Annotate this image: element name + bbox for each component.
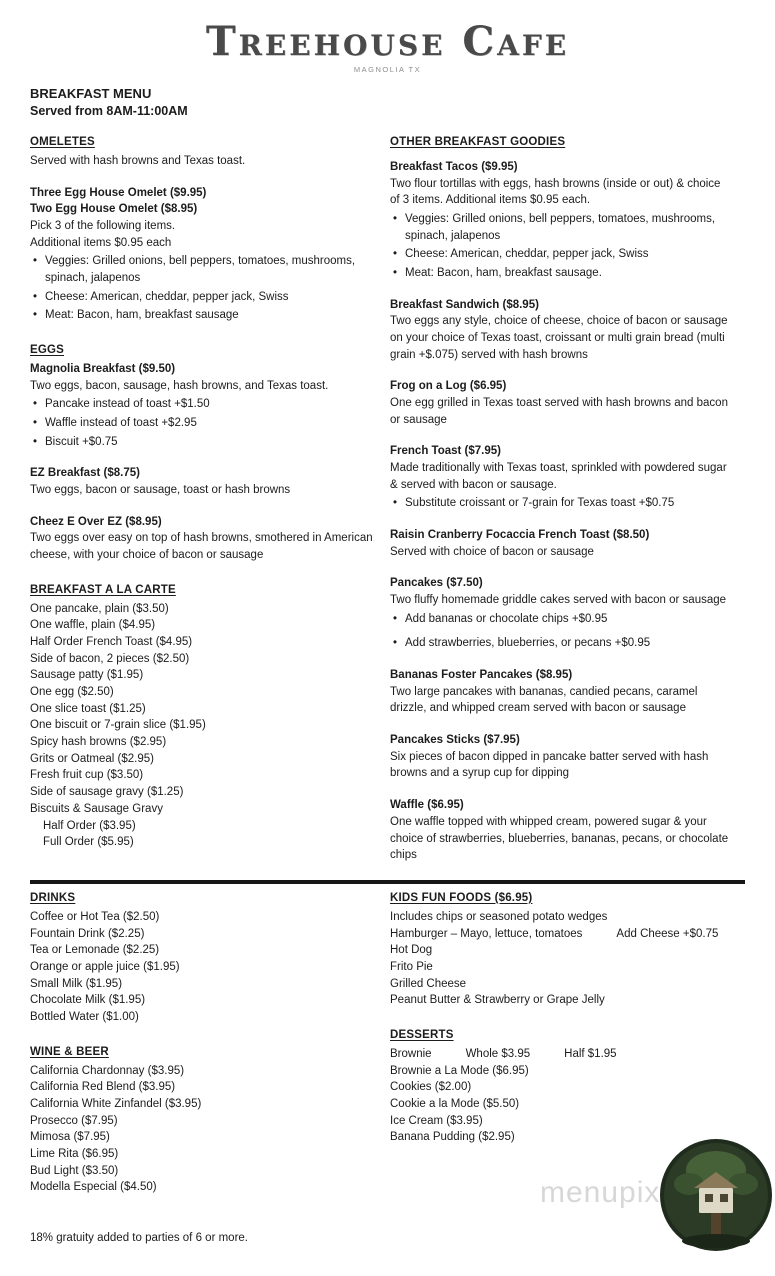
menu-option: • Meat: Bacon, ham, breakfast sausage. xyxy=(390,265,733,282)
menu-option: • Pancake instead of toast +$1.50 xyxy=(30,396,378,413)
menu-line-part: Add Cheese +$0.75 xyxy=(616,927,719,940)
section-title: EGGS xyxy=(30,344,65,357)
menu-line: Two large pancakes with bananas, candied pecans, caramel drizzle, and whipped cream served with bacon or sausage xyxy=(390,685,698,715)
menu-line: Two eggs, bacon, sausage, hash browns, and Texas toast. xyxy=(30,379,329,392)
menu-line: Hot Dog xyxy=(390,944,433,957)
menu-line: Side of sausage gravy ($1.25) xyxy=(30,786,184,799)
menu-item-name: Frog on a Log ($6.95) xyxy=(390,380,507,393)
menu-line: Lime Rita ($6.95) xyxy=(30,1147,119,1160)
menu-option: • Waffle instead of toast +$2.95 xyxy=(30,415,378,432)
column-top-left xyxy=(30,136,390,864)
menu-line: Mimosa ($7.95) xyxy=(30,1131,110,1144)
menu-line-part: Half $1.95 xyxy=(564,1047,617,1060)
menu-line: Two flour tortillas with eggs, hash browns (inside or out) & choice of 3 items. Additional items $0.95 each. xyxy=(390,177,721,207)
menu-line: Half Order French Toast ($4.95) xyxy=(30,636,193,649)
spacer xyxy=(390,363,733,378)
section-title: OMELETES xyxy=(30,136,95,148)
top-menu-grid xyxy=(0,136,775,864)
menu-line-part: Hamburger – Mayo, lettuce, tomatoes xyxy=(390,927,583,940)
menu-line: One slice toast ($1.25) xyxy=(30,702,146,715)
menu-line: Coffee or Hot Tea ($2.50) xyxy=(30,910,160,923)
menu-section xyxy=(30,344,378,564)
menu-item-name: Magnolia Breakfast ($9.50) xyxy=(30,363,176,376)
menu-line: Fresh fruit cup ($3.50) xyxy=(30,769,144,782)
restaurant-logo: Treehouse Cafe xyxy=(205,18,570,65)
menu-option: • Cheese: American, cheddar, pepper jack, Swiss xyxy=(30,289,378,306)
menu-option: • Biscuit +$0.75 xyxy=(30,434,378,451)
menu-item-name: Three Egg House Omelet ($9.95) xyxy=(30,186,207,199)
menu-section xyxy=(30,892,378,1026)
menu-line: Small Milk ($1.95) xyxy=(30,977,123,990)
menu-item-name: Breakfast Sandwich ($8.95) xyxy=(390,298,539,311)
section-title: DESSERTS xyxy=(390,1028,454,1041)
menu-item-name: EZ Breakfast ($8.75) xyxy=(30,467,140,480)
menu-item-name: Waffle ($6.95) xyxy=(390,799,464,812)
menu-line: One egg grilled in Texas toast served with hash browns and bacon or sausage xyxy=(390,397,728,426)
menu-line: California White Zinfandel ($3.95) xyxy=(30,1097,202,1110)
spacer xyxy=(30,450,378,465)
menu-option: • Substitute croissant or 7-grain for Texas toast +$0.75 xyxy=(390,495,733,512)
menu-item-name: Breakfast Tacos ($9.95) xyxy=(390,161,518,173)
menu-title: BREAKFAST MENU xyxy=(30,86,152,101)
section-title: DRINKS xyxy=(30,891,76,904)
menu-line-split xyxy=(390,926,733,943)
menu-hours: Served from 8AM-11:00AM xyxy=(30,104,188,118)
restaurant-header xyxy=(0,0,775,74)
spacer xyxy=(390,782,733,797)
menu-line: Bud Light ($3.50) xyxy=(30,1164,119,1177)
menu-item-name: Pancakes Sticks ($7.95) xyxy=(390,734,520,747)
section-title: WINE & BEER xyxy=(30,1045,109,1058)
column-bottom-left xyxy=(30,892,390,1196)
spacer xyxy=(30,499,378,514)
menu-section xyxy=(30,136,378,324)
menu-line: Biscuits & Sausage Gravy xyxy=(30,802,163,815)
spacer xyxy=(390,282,733,297)
menu-line: Prosecco ($7.95) xyxy=(30,1114,118,1127)
menu-section xyxy=(390,1029,733,1146)
menu-line: Six pieces of bacon dipped in pancake batter served with hash browns and a syrup cup for dipping xyxy=(390,750,709,780)
spacer xyxy=(390,717,733,732)
menu-line: Includes chips or seasoned potato wedges xyxy=(390,910,608,923)
menu-line: Spicy hash browns ($2.95) xyxy=(30,736,167,749)
menu-line: Bottled Water ($1.00) xyxy=(30,1010,139,1023)
menu-line: Sausage patty ($1.95) xyxy=(30,669,144,682)
menu-item-name: French Toast ($7.95) xyxy=(390,445,501,458)
column-top-right xyxy=(390,136,745,864)
menu-option: • Veggies: Grilled onions, bell peppers, tomatoes, mushrooms, spinach, jalapenos xyxy=(30,253,378,286)
section-title: KIDS FUN FOODS ($6.95) xyxy=(390,891,533,904)
menu-line: Two fluffy homemade griddle cakes served with bacon or sausage xyxy=(390,594,727,607)
spacer xyxy=(390,652,733,667)
menu-line: Cookie a la Mode ($5.50) xyxy=(390,1097,520,1110)
menu-line: Side of bacon, 2 pieces ($2.50) xyxy=(30,652,190,665)
menu-line: Fountain Drink ($2.25) xyxy=(30,927,145,940)
menu-option: • Veggies: Grilled onions, bell peppers, tomatoes, mushrooms, spinach, jalapenos xyxy=(390,211,733,244)
treehouse-logo-icon xyxy=(659,1138,773,1252)
menu-line: Banana Pudding ($2.95) xyxy=(390,1131,515,1144)
menu-option: • Add strawberries, blueberries, or pecans +$0.95 xyxy=(390,635,733,652)
menu-item-name: Raisin Cranberry Focaccia French Toast ($8.50) xyxy=(390,529,650,542)
section-title: BREAKFAST A LA CARTE xyxy=(30,583,176,596)
menu-line: Two eggs any style, choice of cheese, choice of bacon or sausage on your choice of Texas toast, croissant or multi grain bread (multi grain +$.075) served with hash browns xyxy=(390,315,728,361)
spacer xyxy=(30,170,378,185)
spacer xyxy=(390,627,733,633)
menu-line: Brownie a La Mode ($6.95) xyxy=(390,1064,529,1077)
menu-line-part: Whole $3.95 xyxy=(465,1047,531,1060)
menu-item-name: Two Egg House Omelet ($8.95) xyxy=(30,203,198,216)
restaurant-location: MAGNOLIA TX xyxy=(353,65,422,74)
menu-line: Tea or Lemonade ($2.25) xyxy=(30,944,160,957)
spacer xyxy=(390,560,733,575)
menu-line: Modella Especial ($4.50) xyxy=(30,1181,157,1194)
menu-line-split xyxy=(390,1046,733,1063)
menu-line: Ice Cream ($3.95) xyxy=(390,1114,483,1127)
menu-line: Served with choice of bacon or sausage xyxy=(390,545,594,558)
menu-line: Pick 3 of the following items. xyxy=(30,220,176,233)
menu-section xyxy=(390,136,733,864)
menu-subline: Half Order ($3.95) xyxy=(43,819,136,832)
section-title: OTHER BREAKFAST GOODIES xyxy=(390,136,566,148)
section-divider xyxy=(30,880,745,884)
menu-section xyxy=(30,584,378,851)
menu-line: One pancake, plain ($3.50) xyxy=(30,602,169,615)
menu-option: • Cheese: American, cheddar, pepper jack, Swiss xyxy=(390,246,733,263)
spacer xyxy=(390,512,733,527)
menu-section xyxy=(390,892,733,1009)
menu-item-name: Cheez E Over EZ ($8.95) xyxy=(30,515,162,528)
menu-subline: Full Order ($5.95) xyxy=(43,836,134,849)
menu-header xyxy=(0,74,775,118)
menu-line: Two eggs over easy on top of hash browns, smothered in American cheese, with your choice of bacon or sausage xyxy=(30,532,373,562)
menu-line: Orange or apple juice ($1.95) xyxy=(30,960,180,973)
menu-item-name: Pancakes ($7.50) xyxy=(390,577,483,590)
gratuity-note: 18% gratuity added to parties of 6 or more. xyxy=(30,1232,248,1244)
menu-line: California Red Blend ($3.95) xyxy=(30,1081,176,1094)
menu-line: Made traditionally with Texas toast, sprinkled with powdered sugar & served with bacon or sausage. xyxy=(390,462,727,491)
menu-section xyxy=(30,1046,378,1196)
spacer xyxy=(390,428,733,443)
menu-line: Served with hash browns and Texas toast. xyxy=(30,155,246,167)
menu-line: Chocolate Milk ($1.95) xyxy=(30,994,146,1007)
menu-line: Grilled Cheese xyxy=(390,977,467,990)
menu-line: One waffle, plain ($4.95) xyxy=(30,619,156,632)
menu-line: California Chardonnay ($3.95) xyxy=(30,1064,185,1077)
menu-item-name: Bananas Foster Pancakes ($8.95) xyxy=(390,669,573,682)
menu-line-part: Brownie xyxy=(390,1047,432,1060)
menu-line: Peanut Butter & Strawberry or Grape Jelly xyxy=(390,994,605,1007)
menu-line: Additional items $0.95 each xyxy=(30,236,172,249)
menu-line: Two eggs, bacon or sausage, toast or hash browns xyxy=(30,484,291,497)
menu-line: One egg ($2.50) xyxy=(30,686,114,699)
menu-option: • Meat: Bacon, ham, breakfast sausage xyxy=(30,307,378,324)
menu-line: Grits or Oatmeal ($2.95) xyxy=(30,752,154,765)
menu-line: One biscuit or 7-grain slice ($1.95) xyxy=(30,719,206,732)
menu-line: Cookies ($2.00) xyxy=(390,1081,472,1094)
menu-line: One waffle topped with whipped cream, powered sugar & your choice of strawberries, blueberries, bananas, pecans, or chocolate chips xyxy=(390,815,729,862)
menu-option: • Add bananas or chocolate chips +$0.95 xyxy=(390,611,733,628)
menu-line: Frito Pie xyxy=(390,960,433,973)
menupix-watermark: menupix xyxy=(540,1176,661,1209)
